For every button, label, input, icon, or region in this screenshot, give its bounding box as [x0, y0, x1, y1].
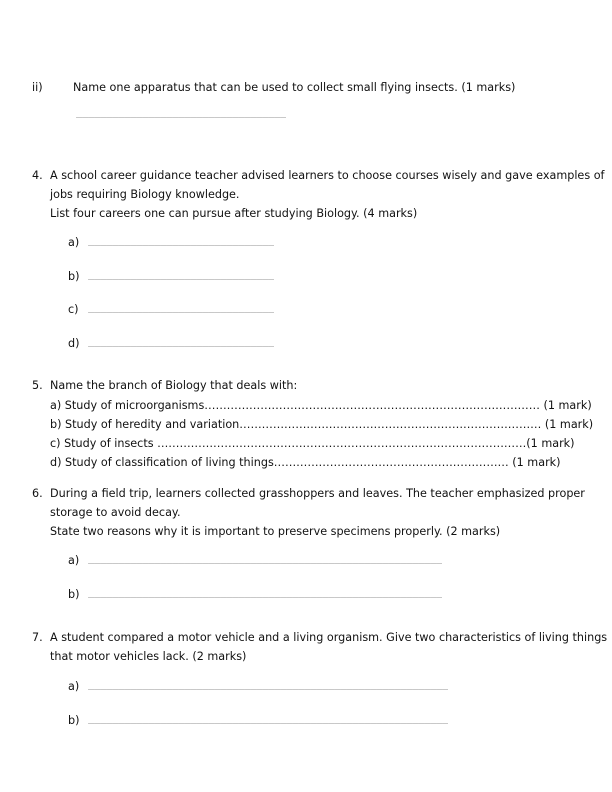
q6-line1: During a field trip, learners collected grasshoppers and leaves. The teacher emphasized proper: [50, 487, 585, 500]
q6-line2: storage to avoid decay.: [50, 506, 181, 519]
q4-answer-d-label: d): [68, 337, 80, 350]
q4-answer-b-label: b): [68, 270, 80, 283]
q6-number: 6.: [32, 487, 43, 500]
q4-answer-a-label: a): [68, 236, 80, 249]
q4-line1: A school career guidance teacher advised learners to choose courses wisely and gave examples of: [50, 169, 605, 182]
q3ii-answer-line[interactable]: ……………………………………………………………………………………………: [76, 113, 286, 120]
q6-answer-a-label: a): [68, 554, 80, 567]
q4-line2: jobs requiring Biology knowledge.: [50, 188, 240, 201]
q7-line1: A student compared a motor vehicle and a living organism. Give two characteristics of living things: [50, 631, 608, 644]
q7-line2: that motor vehicles lack. (2 marks): [50, 650, 247, 663]
q6-answer-b-label: b): [68, 588, 80, 601]
q4-number: 4.: [32, 169, 43, 182]
q5-item-b: b) Study of heredity and variation……………………………………………………………………… (1 mark): [50, 418, 594, 431]
q7-answer-a-line[interactable]: ………………………………………………………………………………………………………………………………………………………………: [88, 685, 448, 692]
q6-line3: State two reasons why it is important to preserve specimens properly. (2 marks): [50, 525, 501, 538]
q6-answer-b-line[interactable]: ……………………………………………………………………………………………………………………………………………………………: [88, 593, 442, 600]
q7-answer-b-line[interactable]: ………………………………………………………………………………………………………………………………………………………………: [88, 719, 448, 726]
q4-answer-a-line[interactable]: …………………………………………………………………………………: [88, 241, 274, 248]
q4-answer-b-line[interactable]: …………………………………………………………………………………: [88, 275, 274, 282]
q5-item-c: c) Study of insects ………………………………………………………………………………………(1 mark): [50, 437, 575, 450]
q6-answer-a-line[interactable]: ……………………………………………………………………………………………………………………………………………………………: [88, 559, 442, 566]
q4-answer-d-line[interactable]: …………………………………………………………………………………: [88, 342, 274, 349]
q3ii-text: Name one apparatus that can be used to collect small flying insects. (1 marks): [73, 81, 516, 94]
q4-line3: List four careers one can pursue after studying Biology. (4 marks): [50, 207, 418, 220]
q5-number: 5.: [32, 379, 43, 392]
q7-answer-b-label: b): [68, 714, 80, 727]
q4-answer-c-label: c): [68, 303, 79, 316]
q3ii-label: ii): [32, 81, 43, 94]
q7-number: 7.: [32, 631, 43, 644]
q5-item-a: a) Study of microorganisms……………………………………………………………………………… (1 mark): [50, 399, 592, 412]
q5-item-d: d) Study of classification of living things……………………………………………………… (1 mark): [50, 456, 561, 469]
q5-intro: Name the branch of Biology that deals with:: [50, 379, 298, 392]
q7-answer-a-label: a): [68, 680, 80, 693]
q4-answer-c-line[interactable]: …………………………………………………………………………………: [88, 308, 274, 315]
